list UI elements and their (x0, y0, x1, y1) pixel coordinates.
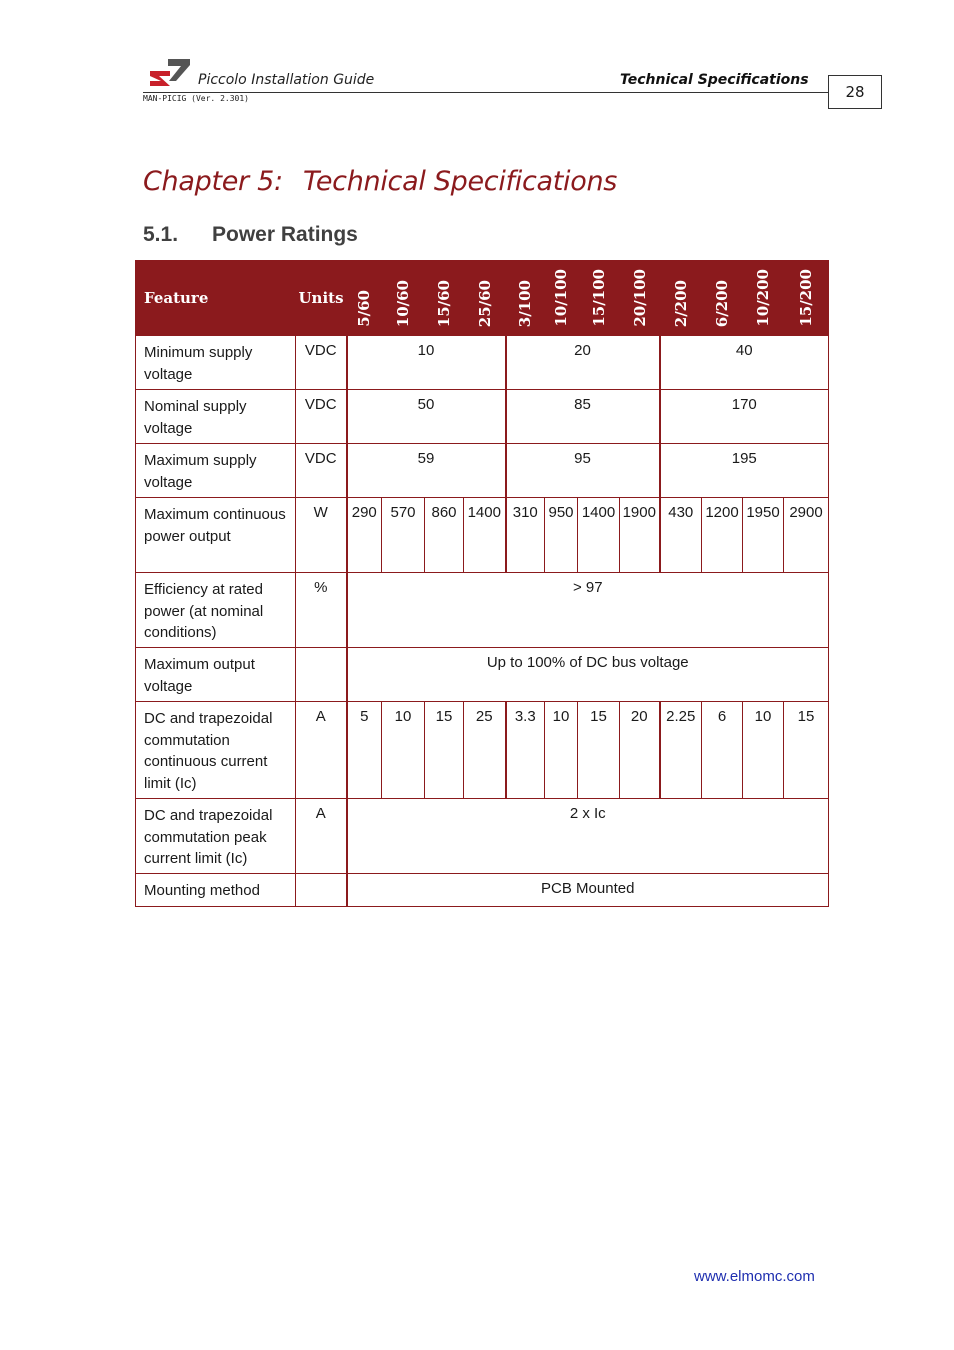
table-cell: 1950 (743, 498, 784, 573)
table-cell: 25 (464, 702, 506, 799)
table-cell: 5 (347, 702, 382, 799)
row-feature: Efficiency at rated power (at nominal conditions) (136, 573, 296, 648)
table-cell: 195 (660, 444, 829, 498)
table-row (136, 702, 829, 799)
row-unit: W (296, 498, 347, 573)
row-feature: DC and trapezoidal commutation continuous current limit (Ic) (136, 702, 296, 799)
table-cell: 59 (347, 444, 506, 498)
table-row (136, 799, 829, 874)
table-cell: > 97 (347, 573, 829, 648)
table-cell: 1900 (620, 498, 660, 573)
table-cell: 1400 (464, 498, 506, 573)
table-cell: 40 (660, 336, 829, 390)
table-cell: Up to 100% of DC bus voltage (347, 648, 829, 702)
section-title: Power Ratings (212, 223, 358, 246)
row-unit (296, 648, 347, 702)
header-model: 10/100 (545, 261, 578, 336)
header-model: 3/100 (506, 261, 545, 336)
row-feature: Nominal supply voltage (136, 390, 296, 444)
header-units: Units (296, 261, 347, 336)
table-cell: 570 (382, 498, 425, 573)
table-cell: 950 (545, 498, 578, 573)
header-doc-code: MAN-PICIG (Ver. 2.301) (143, 94, 249, 103)
table-cell: 290 (347, 498, 382, 573)
row-unit: A (296, 702, 347, 799)
chapter-heading (143, 166, 617, 197)
table-cell: 50 (347, 390, 506, 444)
header-model: 10/200 (743, 261, 784, 336)
header-model: 15/200 (784, 261, 829, 336)
header-model: 2/200 (660, 261, 702, 336)
table-cell: 20 (620, 702, 660, 799)
row-feature: Minimum supply voltage (136, 336, 296, 390)
row-feature: Maximum output voltage (136, 648, 296, 702)
table-cell: 15 (425, 702, 464, 799)
table-row (136, 498, 829, 573)
header-model: 6/200 (702, 261, 743, 336)
row-unit: VDC (296, 390, 347, 444)
row-unit: A (296, 799, 347, 874)
header-model: 25/60 (464, 261, 506, 336)
page-number: 28 (828, 75, 882, 109)
section-heading (143, 223, 358, 247)
table-cell: 3.3 (506, 702, 545, 799)
header-model: 10/60 (382, 261, 425, 336)
table-cell: 310 (506, 498, 545, 573)
table-row (136, 336, 829, 390)
table-cell: 10 (347, 336, 506, 390)
chapter-number: Chapter 5: (143, 166, 283, 197)
table-row (136, 390, 829, 444)
row-unit: % (296, 573, 347, 648)
table-cell: 430 (660, 498, 702, 573)
table-cell: 15 (784, 702, 829, 799)
section-number: 5.1. (143, 223, 179, 246)
table-header-row (136, 261, 829, 336)
header-doc-title: Piccolo Installation Guide (198, 72, 375, 88)
table-row (136, 874, 829, 907)
table-row (136, 648, 829, 702)
table-cell: 1400 (578, 498, 620, 573)
header-model: 20/100 (620, 261, 660, 336)
table-cell: PCB Mounted (347, 874, 829, 907)
table-cell: 95 (506, 444, 660, 498)
table-row (136, 573, 829, 648)
table-cell: 1200 (702, 498, 743, 573)
table-cell: 10 (743, 702, 784, 799)
power-ratings-table (135, 260, 829, 907)
row-feature: Mounting method (136, 874, 296, 907)
row-feature: Maximum supply voltage (136, 444, 296, 498)
table-cell: 15 (578, 702, 620, 799)
header-section-title: Technical Specifications (620, 72, 809, 88)
row-feature: DC and trapezoidal commutation peak current limit (Ic) (136, 799, 296, 874)
header-model: 5/60 (347, 261, 382, 336)
header-rule (143, 92, 828, 93)
table-cell: 10 (545, 702, 578, 799)
chapter-title: Technical Specifications (303, 166, 618, 197)
table-cell: 20 (506, 336, 660, 390)
header-feature: Feature (136, 261, 296, 336)
row-feature: Maximum continuous power output (136, 498, 296, 573)
header-model: 15/60 (425, 261, 464, 336)
table-cell: 860 (425, 498, 464, 573)
elmo-logo-icon (148, 57, 192, 89)
table-cell: 6 (702, 702, 743, 799)
table-cell: 85 (506, 390, 660, 444)
table-cell: 2.25 (660, 702, 702, 799)
row-unit: VDC (296, 444, 347, 498)
table-row (136, 444, 829, 498)
table-cell: 170 (660, 390, 829, 444)
header-model: 15/100 (578, 261, 620, 336)
table-cell: 2 x Ic (347, 799, 829, 874)
row-unit (296, 874, 347, 907)
row-unit: VDC (296, 336, 347, 390)
footer-website-link[interactable]: www.elmomc.com (694, 1268, 815, 1285)
table-cell: 2900 (784, 498, 829, 573)
table-cell: 10 (382, 702, 425, 799)
